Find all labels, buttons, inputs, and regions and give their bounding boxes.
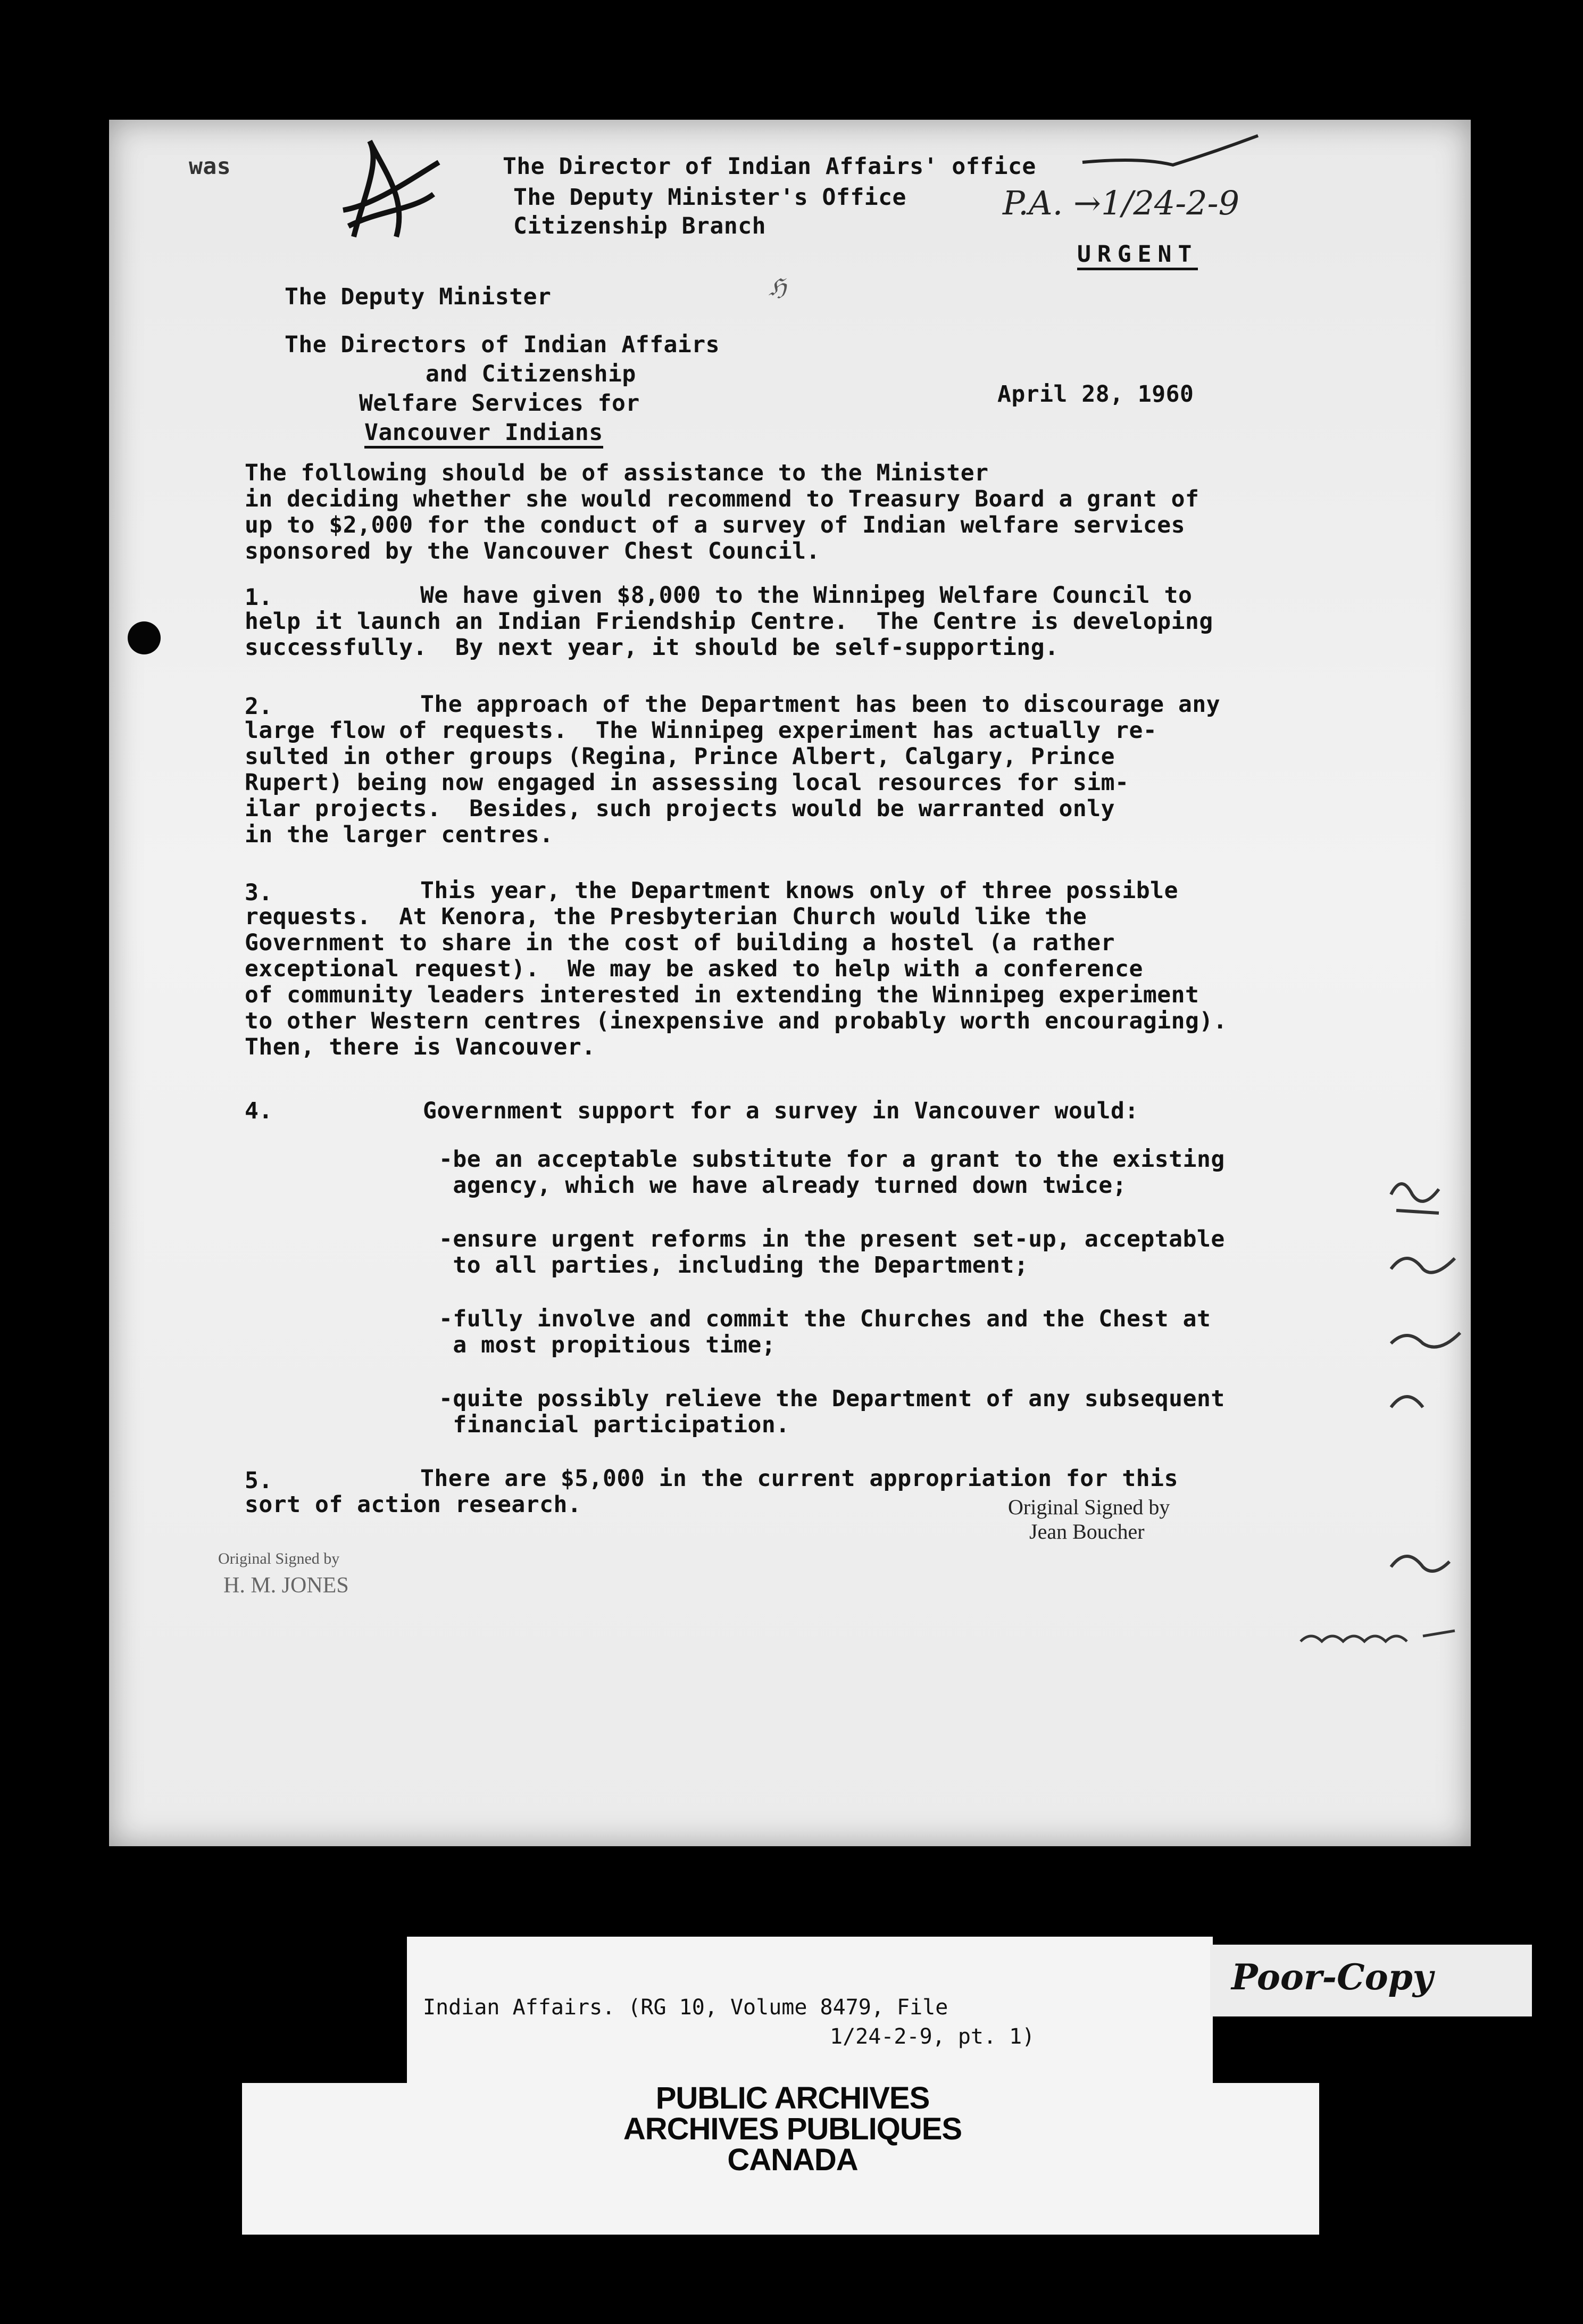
para-1-text: We have given $8,000 to the Winnipeg Welfare Council to help it launch an Indian Friendship Centre. The Centre is developing successfully. By next year, it should be self-supporting. <box>245 582 1213 661</box>
routing-line-2: The Deputy Minister's Office <box>513 184 906 211</box>
date: April 28, 1960 <box>997 381 1194 408</box>
para-2-number: 2. <box>245 693 273 720</box>
signature-stamp-right <box>1008 1495 1170 1544</box>
bottom-margin-scribble <box>1295 1615 1465 1657</box>
handwritten-initials-scribble <box>332 130 444 253</box>
para-3-text: This year, the Department knows only of three possible requests. At Kenora, the Presbyterian Church would like the Government to share in the cost of building a hostel (a rather exceptional request). We may be asked to help with a conference of community leaders interested in extending the Winnipeg experiment to other Western centres (inexpensive and probably worth encouraging). Then, there is Vancouver. <box>245 877 1228 1060</box>
checkmark-icon <box>1077 130 1269 178</box>
margin-mark: ℌ <box>769 274 787 301</box>
archives-stamp <box>543 2083 1043 2176</box>
reference-line-1: Indian Affairs. (RG 10, Volume 8479, File <box>423 1995 948 2020</box>
from-line-1: The Directors of Indian Affairs <box>285 331 720 358</box>
urgent-stamp: URGENT <box>1077 239 1198 270</box>
archive-reference-label <box>407 1937 1213 2102</box>
from-line-2: and Citizenship <box>426 361 636 387</box>
archives-line-3: CANADA <box>727 2143 858 2177</box>
routing-line-1: The Director of Indian Affairs' office <box>503 153 1036 180</box>
subject-line-1: Welfare Services for <box>359 390 640 417</box>
signature-right-line-1: Original Signed by <box>1008 1495 1170 1519</box>
para-2-text: The approach of the Department has been to discourage any large flow of requests. The Winnipeg experiment has actually re- sulted in other groups (Regina, Prince Albert, Calgary, Prince Rupert) being now engaged in assessing local resources for sim- ilar projects. Besides, such projects would be warranted only in the larger centres. <box>245 691 1221 848</box>
document-page <box>109 120 1471 1846</box>
intro-paragraph: The following should be of assistance to the Minister in deciding whether she would recommend to Treasury Board a grant of up to $2,000 for the conduct of a survey of Indian welfare services sponsored by the Vancouver Chest Council. <box>245 460 1199 565</box>
bullet-item: -fully involve and commit the Churches and the Chest at a most propitious time; <box>439 1306 1211 1358</box>
archives-line-2: ARCHIVES PUBLIQUES <box>623 2112 962 2146</box>
bullet-item: -ensure urgent reforms in the present set-up, acceptable to all parties, including the Department; <box>439 1226 1225 1279</box>
para-5-text: There are $5,000 in the current appropriation for this sort of action research. <box>245 1465 1178 1518</box>
routing-line-3: Citizenship Branch <box>513 213 766 239</box>
para-5-number: 5. <box>245 1467 273 1494</box>
poor-copy-sticker <box>1210 1945 1532 2016</box>
signature-left-line-1: Original Signed by <box>218 1550 340 1567</box>
routing-prefix: was <box>189 153 231 180</box>
para-4-number: 4. <box>245 1098 273 1124</box>
para-3-number: 3. <box>245 879 273 906</box>
punch-hole <box>128 621 161 654</box>
signature-right-line-2: Jean Boucher <box>1029 1520 1145 1543</box>
bullet-item: -be an acceptable substitute for a grant to the existing agency, which we have already turned down twice; <box>439 1146 1225 1199</box>
recipient: The Deputy Minister <box>285 284 552 310</box>
subject-line-2: Vancouver Indians <box>364 418 603 448</box>
signature-left-line-2: H. M. JONES <box>223 1573 349 1598</box>
file-annotation-handwritten: P.A. →1/24-2-9 <box>1003 184 1240 222</box>
bullet-item: -quite possibly relieve the Department of any subsequent financial participation. <box>439 1385 1225 1438</box>
archives-line-1: PUBLIC ARCHIVES <box>655 2081 930 2115</box>
reference-line-2: 1/24-2-9, pt. 1) <box>830 2024 1035 2049</box>
para-4-text: Government support for a survey in Vancouver would: <box>423 1098 1139 1124</box>
para-1-number: 1. <box>245 584 273 611</box>
poor-copy-text: Poor-Copy <box>1231 1956 1434 1998</box>
signature-stamp-left <box>218 1546 349 1599</box>
margin-handwriting-scribbles <box>1380 1131 1471 1663</box>
